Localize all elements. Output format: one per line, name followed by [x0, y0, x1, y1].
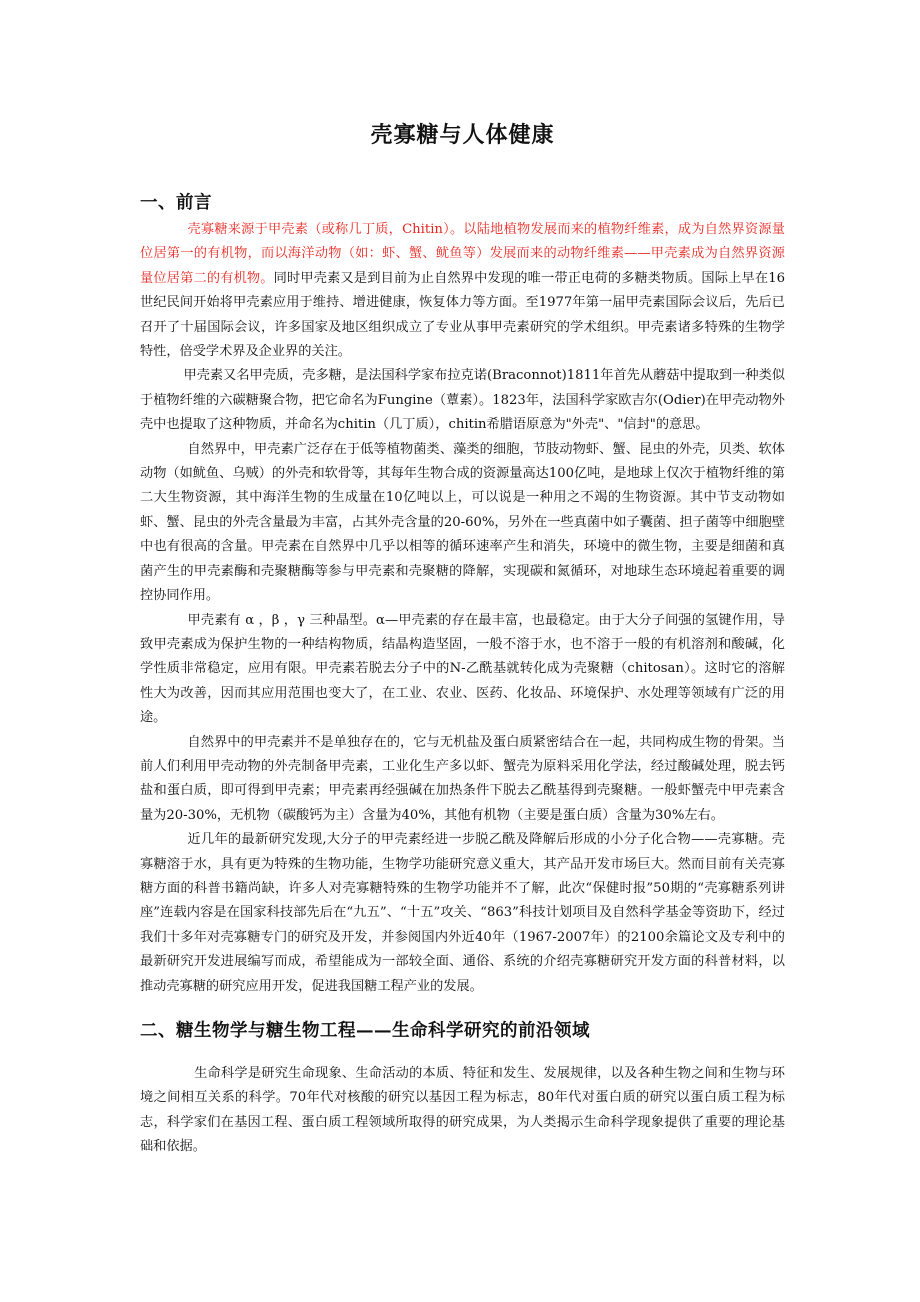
paragraph-production: 自然界中的甲壳素并不是单独存在的，它与无机盐及蛋白质紧密结合在一起，共同构成生物的骨架。当前人们利用甲壳动物的外壳制备甲壳素，工业化生产多以虾、蟹壳为原料采用化学法，经过酸碱处理，脱去钙盐和蛋白质，即可得到甲壳素；甲壳素再经强碱在加热条件下脱去乙酰基得到壳聚糖。一般虾蟹壳中甲壳素含量为20-30%，无机物（碳酸钙为主）含量为40%，其他有机物（主要是蛋白质）含量为30%左右。 [140, 734, 785, 823]
section-heading-preface: 一、前言 [140, 193, 212, 213]
highlighted-text: 壳寡糖来源于甲壳素（或称几丁质，Chitin）。以陆地植物发展而来的植物纤维素，成为自然界资源量位居第一的有机物，而以海洋动物（如：虾、蟹、鱿鱼等）发展而来的动物纤维素——甲壳素成为自然界资源量位居第二的有机物。 [140, 222, 785, 286]
paragraph-text: 同时甲壳素又是到目前为止自然界中发现的唯一带正电荷的多糖类物质。国际上早在16世纪民间开始将甲壳素应用于维持、增进健康，恢复体力等方面。至1977年第一届甲壳素国际会议后，先后已召开了十届国际会议，许多国家及地区组织成立了专业从事甲壳素研究的学术组织。甲壳素诸多特殊的生物学特性，倍受学术界及企业界的关注。 [140, 270, 786, 360]
section-heading-glycobiology: 二、糖生物学与糖生物工程——生命科学研究的前沿领域 [140, 1021, 590, 1041]
paragraph-crystal-forms: 甲壳素有 α ，β ，γ 三种晶型。α—甲壳素的存在最丰富，也最稳定。由于大分子间强的氢键作用，导致甲壳素成为保护生物的一种结构物质，结晶构造坚固，一般不溶于水，也不溶于一般的有机溶剂和酸碱，化学性质非常稳定，应用有限。甲壳素若脱去分子中的N-乙酰基就转化成为壳聚糖（chitosan）。这时它的溶解性大为改善，因而其应用范围也变大了，在工业、农业、医药、化妆品、环境保护、水处理等领域有广泛的用途。 [140, 612, 785, 726]
document-title: 壳寡糖与人体健康 [370, 122, 555, 148]
paragraph-intro [140, 218, 785, 364]
paragraph-chitin-nature: 自然界中，甲壳素广泛存在于低等植物菌类、藻类的细胞，节肢动物虾、蟹、昆虫的外壳，贝类、软体动物（如鱿鱼、乌贼）的外壳和软骨等，其每年生物合成的资源量高达100亿吨，是地球上仅次于植物纤维的第二大生物资源，其中海洋生物的生成量在10亿吨以上，可以说是一种用之不竭的生物资源。其中节支动物如虾、蟹、昆虫的外壳含量最为丰富，占其外壳含量的20-60%，另外在一些真菌中如子囊菌、担子菌等中细胞壁中也有很高的含量。甲壳素在自然界中几乎以相等的循环速率产生和消失，环境中的微生物，主要是细菌和真菌产生的甲壳素酶和壳聚糖酶等参与甲壳素和壳聚糖的降解，实现碳和氮循环，对地球生态环境起着重要的调控协同作用。 [140, 441, 785, 604]
paragraph-chitin-origin: 甲壳素又名甲壳质，壳多糖，是法国科学家布拉克诺(Braconnot)1811年首先从蘑菇中提取到一种类似于植物纤维的六碳糖聚合物，把它命名为Fungine（蕈素）。1823年，法国科学家欧吉尔(Odier)在甲壳动物外壳中也提取了这种物质，并命名为chitin（几丁质），chitin希腊语原意为"外壳"、"信封"的意思。 [140, 368, 785, 433]
document-page [140, 118, 785, 1160]
paragraph-life-science: 生命科学是研究生命现象、生命活动的本质、特征和发生、发展规律，以及各种生物之间和生物与环境之间相互关系的科学。70年代对核酸的研究以基因工程为标志，80年代对蛋白质的研究以蛋白质工程为标志，科学家们在基因工程、蛋白质工程领域所取得的研究成果，为人类揭示生命科学现象提供了重要的理论基础和依据。 [140, 1066, 785, 1155]
paragraph-oligosaccharide: 近几年的最新研究发现,大分子的甲壳素经进一步脱乙酰及降解后形成的小分子化合物——壳寡糖。壳寡糖溶于水，具有更为特殊的生物功能，生物学功能研究意义重大，其产品开发市场巨大。然而目前有关壳寡糖方面的科普书籍尚缺，许多人对壳寡糖特殊的生物学功能并不了解，此次“保健时报”50期的“壳寡糖系列讲座”连载内容是在国家科技部先后在“九五”、“十五”攻关、“863”科技计划项目及自然科学基金等资助下，经过我们十多年对壳寡糖专门的研究及开发，并参阅国内外近40年（1967-2007年）的2100余篇论文及专利中的最新研究开发进展编写而成，希望能成为一部较全面、通俗、系统的介绍壳寡糖研究开发方面的科普材料，以推动壳寡糖的研究应用开发，促进我国糖工程产业的发展。 [140, 832, 785, 994]
